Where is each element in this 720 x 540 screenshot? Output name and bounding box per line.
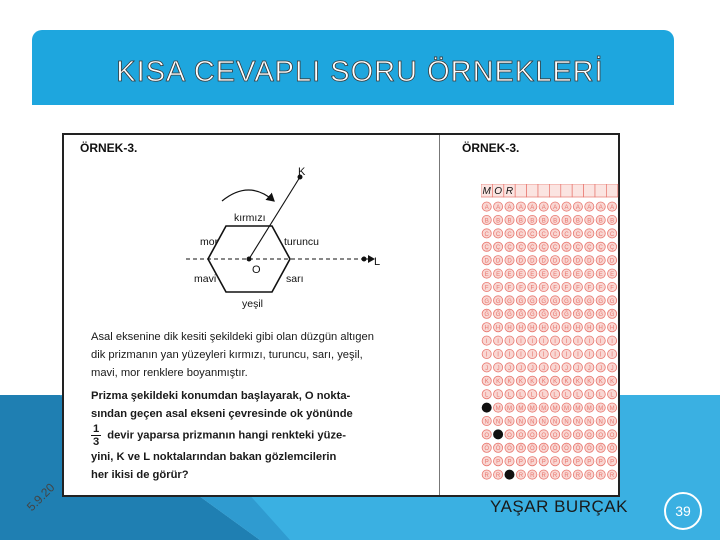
answer-bubble-letter: N: [587, 419, 592, 426]
answer-bubble-letter: B: [598, 218, 603, 225]
answer-bubble-letter: P: [541, 459, 546, 466]
answer-bubble-letter: N: [564, 419, 569, 426]
answer-bubble-letter: E: [496, 272, 501, 278]
answer-bubble-letter: İ: [531, 352, 534, 359]
answer-bubble-letter: F: [507, 285, 512, 292]
fraction: $\frac{1}{3}$: [93, 423, 100, 449]
answer-bubble-filled: [482, 403, 491, 412]
answer-bubble-letter: F: [598, 285, 603, 292]
answer-bubble-letter: D: [564, 258, 569, 265]
answer-bubble-letter: L: [496, 392, 500, 399]
question-line-3: $\frac{1}{3}$ devir yaparsa prizmanın hangi renkteki yüze-: [93, 423, 346, 449]
content-panel: [62, 133, 620, 497]
answer-bubble-letter: M: [586, 406, 592, 412]
answer-bubble-letter: N: [518, 419, 524, 426]
answer-bubble-letter: D: [518, 258, 524, 265]
answer-header-cell: [584, 184, 595, 197]
answer-bubble-letter: J: [553, 365, 557, 372]
answer-bubble-letter: C: [518, 231, 524, 238]
answer-bubble-letter: H: [598, 325, 603, 332]
answer-bubble-letter: D: [609, 258, 615, 265]
answer-bubble-letter: C: [598, 231, 603, 238]
answer-bubble-letter: B: [564, 218, 569, 225]
answer-bubble-letter: G: [518, 298, 524, 305]
answer-bubble-letter: P: [507, 459, 512, 466]
answer-header-letter: R: [505, 186, 514, 197]
answer-bubble-letter: Ö: [541, 446, 547, 453]
answer-bubble-letter: O: [529, 432, 535, 439]
answer-sheet-grid: [481, 184, 621, 490]
label-kirmizi: kırmızı: [234, 212, 266, 224]
answer-bubble-letter: R: [518, 473, 524, 479]
answer-bubble-letter: H: [575, 325, 581, 332]
page-number: 39: [664, 492, 702, 530]
answer-bubble-letter: Ö: [495, 446, 501, 453]
answer-bubble-letter: Ğ: [518, 312, 524, 319]
answer-bubble-letter: J: [508, 365, 511, 372]
answer-bubble-letter: G: [564, 298, 569, 305]
answer-bubble-letter: J: [496, 365, 500, 372]
answer-bubble-letter: O: [552, 432, 558, 439]
answer-bubble-letter: A: [564, 205, 569, 211]
answer-bubble-letter: İ: [497, 352, 499, 359]
answer-bubble-letter: H: [518, 325, 524, 332]
answer-bubble-letter: K: [518, 379, 523, 386]
answer-bubble-letter: M: [541, 406, 547, 412]
answer-bubble-letter: F: [610, 285, 614, 292]
answer-bubble-letter: R: [484, 473, 489, 479]
answer-bubble-letter: A: [598, 205, 603, 211]
question-paragraph-1: Asal eksenine dik kesiti şekildeki gibi olan düzgün altıgen dik prizmanın yan yüzeyleri kırmızı, turuncu, sarı, yeşil, mavi, mor renklere boyanmıştır.: [91, 331, 374, 380]
answer-bubble-letter: L: [599, 392, 603, 399]
question-line-4: yini, K ve L noktalarından bakan gözlemcilerin: [91, 451, 337, 464]
answer-bubble-letter: O: [518, 432, 524, 439]
answer-bubble-letter: M: [529, 406, 535, 412]
answer-bubble-letter: Ö: [598, 446, 604, 453]
answer-bubble-letter: Ğ: [507, 312, 512, 319]
answer-bubble-letter: L: [564, 392, 569, 399]
answer-bubble-letter: E: [610, 272, 615, 278]
answer-bubble-letter: İ: [542, 352, 545, 359]
answer-bubble-letter: D: [552, 258, 558, 265]
answer-bubble-letter: H: [552, 325, 558, 332]
answer-bubble-letter: E: [553, 272, 558, 278]
answer-header-cell: [527, 184, 538, 197]
answer-bubble-letter: D: [598, 258, 603, 265]
answer-bubble-letter: Ö: [484, 446, 490, 453]
answer-bubble-letter: Ç: [541, 245, 546, 252]
answer-bubble-letter: E: [518, 272, 523, 278]
answer-bubble-letter: R: [575, 473, 581, 479]
answer-bubble-letter: K: [541, 379, 546, 386]
answer-bubble-letter: D: [507, 258, 512, 265]
label-turuncu: turuncu: [284, 236, 320, 248]
label-o: O: [252, 264, 261, 276]
point-o: [247, 257, 252, 262]
answer-bubble-filled: [505, 470, 514, 479]
answer-bubble-letter: G: [495, 298, 501, 305]
answer-bubble-letter: G: [586, 298, 592, 305]
answer-bubble-letter: E: [541, 272, 546, 278]
answer-bubble-letter: N: [507, 419, 512, 426]
answer-bubble-letter: I: [611, 339, 613, 345]
answer-bubble-letter: J: [542, 365, 546, 372]
answer-bubble-letter: Ğ: [541, 312, 547, 319]
answer-bubble-letter: N: [484, 419, 489, 426]
answer-bubble-letter: Ö: [575, 446, 581, 453]
answer-bubble-letter: K: [484, 379, 489, 386]
answer-bubble-letter: Ç: [564, 245, 569, 252]
answer-bubble-letter: B: [496, 218, 501, 225]
answer-bubble-letter: C: [609, 231, 615, 238]
answer-header-cell: [606, 184, 617, 197]
answer-bubble-letter: Ç: [609, 245, 615, 252]
answer-bubble-letter: R: [587, 473, 592, 479]
answer-bubble-letter: K: [610, 379, 615, 386]
question-line-2: sından geçen asal ekseni çevresinde ok yönünde: [91, 407, 353, 420]
answer-bubble-letter: O: [575, 432, 581, 439]
answer-bubble-letter: Ğ: [529, 312, 535, 319]
answer-bubble-letter: G: [598, 298, 604, 305]
answer-bubble-letter: J: [610, 365, 614, 372]
answer-bubble-letter: C: [541, 231, 546, 238]
answer-bubble-letter: Ğ: [552, 312, 558, 319]
answer-bubble-letter: M: [575, 406, 581, 412]
answer-bubble-letter: M: [564, 406, 569, 412]
answer-bubble-letter: F: [553, 285, 557, 292]
answer-bubble-letter: E: [575, 272, 580, 278]
answer-bubble-letter: Ğ: [598, 312, 604, 319]
answer-bubble-letter: F: [576, 285, 580, 292]
answer-bubble-letter: E: [587, 272, 592, 278]
answer-bubble-letter: M: [495, 406, 501, 412]
answer-bubble-letter: Ç: [575, 245, 581, 252]
answer-bubble-letter: H: [484, 325, 489, 332]
answer-bubble-letter: K: [575, 379, 580, 386]
answer-bubble-letter: J: [565, 365, 568, 372]
answer-bubble-letter: B: [530, 218, 535, 225]
answer-bubble-letter: G: [484, 298, 490, 305]
answer-bubble-letter: Ç: [598, 245, 603, 252]
answer-bubble-letter: R: [564, 473, 569, 479]
answer-bubble-letter: M: [507, 406, 512, 412]
answer-bubble-letter: G: [575, 298, 581, 305]
label-sari: sarı: [286, 273, 304, 285]
answer-header-letter: O: [494, 186, 502, 197]
answer-bubble-letter: O: [484, 432, 490, 439]
answer-bubble-letter: I: [588, 339, 591, 345]
answer-bubble-letter: K: [496, 379, 501, 386]
answer-header-cell: [561, 184, 572, 197]
answer-bubble-letter: O: [507, 432, 512, 439]
answer-bubble-letter: Ç: [484, 245, 489, 252]
answer-bubble-letter: N: [530, 419, 535, 426]
answer-bubble-letter: O: [609, 432, 615, 439]
answer-bubble-letter: K: [598, 379, 603, 386]
answer-header-cell: [515, 184, 526, 197]
answer-bubble-letter: L: [542, 392, 546, 399]
answer-bubble-letter: A: [496, 205, 501, 211]
left-example-heading: ÖRNEK-3.: [80, 141, 138, 155]
answer-bubble-letter: R: [552, 473, 558, 479]
answer-bubble-letter: Ç: [552, 245, 558, 252]
answer-bubble-letter: B: [587, 218, 592, 225]
hexagon-figure: [124, 165, 394, 320]
answer-bubble-letter: C: [552, 231, 558, 238]
answer-bubble-letter: P: [553, 459, 558, 466]
answer-bubble-letter: C: [484, 231, 489, 238]
answer-bubble-letter: F: [484, 285, 489, 292]
answer-bubble-letter: I: [577, 339, 579, 345]
answer-bubble-letter: İ: [485, 352, 488, 359]
answer-bubble-letter: İ: [565, 352, 568, 359]
answer-bubble-letter: I: [497, 339, 499, 345]
answer-bubble-letter: D: [575, 258, 581, 265]
answer-bubble-letter: A: [575, 205, 580, 211]
answer-bubble-letter: Ö: [586, 446, 592, 453]
answer-bubble-letter: C: [495, 231, 501, 238]
answer-bubble-letter: Ö: [564, 446, 569, 453]
answer-bubble-letter: N: [598, 419, 603, 426]
answer-bubble-letter: İ: [588, 352, 591, 359]
answer-bubble-letter: G: [507, 298, 512, 305]
answer-bubble-letter: F: [530, 285, 535, 292]
answer-bubble-letter: İ: [520, 352, 522, 359]
answer-bubble-letter: I: [508, 339, 511, 345]
question-line-5: her ikisi de görür?: [91, 469, 189, 482]
answer-bubble-letter: P: [530, 459, 535, 466]
answer-bubble-letter: I: [485, 339, 488, 345]
label-mavi: mavi: [194, 273, 217, 285]
answer-bubble-letter: J: [530, 365, 534, 372]
slide-date: 5.9.20: [24, 480, 58, 514]
answer-bubble-letter: L: [576, 392, 580, 399]
answer-bubble-letter: H: [495, 325, 501, 332]
answer-bubble-letter: A: [541, 205, 546, 211]
answer-bubble-letter: F: [519, 285, 523, 292]
answer-bubble-letter: P: [598, 459, 603, 466]
answer-bubble-letter: K: [530, 379, 535, 386]
answer-bubble-letter: K: [507, 379, 512, 386]
answer-bubble-letter: I: [599, 339, 602, 345]
answer-bubble-letter: N: [495, 419, 501, 426]
answer-bubble-letter: H: [530, 325, 535, 332]
answer-bubble-letter: L: [507, 392, 512, 399]
answer-bubble-letter: L: [530, 392, 534, 399]
answer-bubble-letter: J: [485, 365, 489, 372]
answer-bubble-letter: B: [553, 218, 558, 225]
answer-bubble-letter: Ç: [587, 245, 592, 252]
answer-bubble-letter: R: [609, 473, 615, 479]
answer-bubble-letter: K: [564, 379, 569, 386]
answer-bubble-letter: Ğ: [575, 312, 581, 319]
answer-header-cell: [538, 184, 549, 197]
answer-bubble-letter: P: [564, 459, 569, 466]
answer-bubble-letter: İ: [554, 352, 556, 359]
answer-bubble-letter: D: [530, 258, 535, 265]
answer-bubble-letter: D: [484, 258, 489, 265]
answer-header-letter: M: [482, 186, 491, 197]
answer-bubble-letter: I: [520, 339, 522, 345]
answer-bubble-letter: L: [553, 392, 557, 399]
answer-bubble-letter: Ö: [529, 446, 535, 453]
answer-bubble-letter: R: [598, 473, 603, 479]
answer-bubble-letter: C: [530, 231, 535, 238]
answer-bubble-letter: Ğ: [564, 312, 569, 319]
answer-bubble-letter: R: [495, 473, 501, 479]
answer-bubble-letter: Ğ: [609, 312, 615, 319]
answer-bubble-letter: Ö: [518, 446, 524, 453]
answer-bubble-letter: N: [552, 419, 558, 426]
answer-bubble-letter: B: [507, 218, 512, 225]
answer-header-cell: [572, 184, 583, 197]
answer-bubble-letter: D: [495, 258, 501, 265]
answer-bubble-letter: P: [496, 459, 501, 466]
answer-bubble-letter: H: [564, 325, 569, 332]
answer-bubble-letter: İ: [508, 352, 511, 359]
answer-bubble-letter: C: [564, 231, 569, 238]
answer-bubble-letter: R: [541, 473, 546, 479]
answer-bubble-letter: F: [541, 285, 546, 292]
answer-header-cell: [549, 184, 560, 197]
answer-bubble-letter: C: [587, 231, 592, 238]
answer-bubble-letter: Ç: [530, 245, 535, 252]
answer-bubble-letter: F: [587, 285, 592, 292]
answer-bubble-letter: M: [598, 406, 604, 412]
answer-bubble-letter: F: [564, 285, 569, 292]
answer-bubble-letter: D: [587, 258, 592, 265]
label-mor: mor: [200, 236, 219, 248]
answer-bubble-letter: E: [507, 272, 512, 278]
answer-bubble-letter: H: [541, 325, 546, 332]
answer-bubble-filled: [494, 430, 503, 439]
answer-bubble-letter: P: [484, 459, 489, 466]
answer-bubble-letter: Ğ: [495, 312, 501, 319]
answer-bubble-letter: K: [587, 379, 592, 386]
answer-bubble-letter: L: [587, 392, 591, 399]
answer-bubble-letter: A: [507, 205, 512, 211]
answer-bubble-letter: A: [484, 205, 489, 211]
answer-bubble-letter: A: [587, 205, 592, 211]
author-name: YAŞAR BURÇAK: [490, 497, 628, 516]
answer-bubble-letter: G: [529, 298, 535, 305]
answer-header-cell: [595, 184, 606, 197]
answer-bubble-letter: I: [554, 339, 556, 345]
answer-bubble-letter: I: [565, 339, 568, 345]
label-yesil: yeşil: [242, 298, 264, 310]
answer-bubble-letter: G: [541, 298, 547, 305]
answer-bubble-letter: C: [507, 231, 512, 238]
answer-bubble-letter: A: [553, 205, 558, 211]
answer-bubble-letter: D: [541, 258, 546, 265]
answer-bubble-letter: J: [576, 365, 580, 372]
answer-bubble-letter: H: [609, 325, 615, 332]
answer-bubble-letter: B: [484, 218, 489, 225]
answer-bubble-letter: L: [610, 392, 614, 399]
answer-bubble-letter: Ç: [507, 245, 512, 252]
panel-divider: [439, 135, 440, 495]
answer-bubble-letter: M: [518, 406, 524, 412]
answer-bubble-letter: R: [530, 473, 535, 479]
answer-bubble-letter: Ç: [518, 245, 524, 252]
answer-bubble-letter: E: [598, 272, 603, 278]
answer-bubble-letter: Ö: [552, 446, 558, 453]
question-line-1: Prizma şekildeki konumdan başlayarak, O nokta-: [91, 389, 351, 402]
answer-bubble-letter: O: [541, 432, 547, 439]
answer-bubble-letter: I: [542, 339, 545, 345]
answer-bubble-letter: G: [609, 298, 615, 305]
label-l: L: [374, 256, 381, 268]
slide-title: KISA CEVAPLI SORU ÖRNEKLERİ: [116, 56, 604, 88]
answer-bubble-letter: P: [518, 459, 523, 466]
answer-bubble-letter: I: [531, 339, 534, 345]
answer-bubble-letter: K: [553, 379, 558, 386]
answer-bubble-letter: Ğ: [484, 312, 490, 319]
answer-bubble-letter: M: [552, 406, 558, 412]
answer-bubble-letter: H: [507, 325, 512, 332]
answer-bubble-letter: N: [609, 419, 615, 426]
right-example-heading: ÖRNEK-3.: [462, 141, 520, 155]
answer-bubble-letter: O: [564, 432, 569, 439]
answer-bubble-letter: B: [518, 218, 523, 225]
answer-bubble-letter: J: [519, 365, 523, 372]
answer-bubble-letter: Ç: [495, 245, 501, 252]
answer-bubble-letter: P: [575, 459, 580, 466]
answer-bubble-letter: P: [587, 459, 592, 466]
answer-bubble-letter: J: [599, 365, 603, 372]
answer-bubble-letter: İ: [599, 352, 602, 359]
answer-bubble-letter: L: [485, 392, 489, 399]
answer-bubble-letter: A: [530, 205, 535, 211]
point-l: [362, 257, 367, 262]
answer-bubble-letter: A: [610, 205, 615, 211]
answer-bubble-letter: F: [496, 285, 500, 292]
answer-bubble-letter: P: [610, 459, 615, 466]
answer-bubble-letter: A: [518, 205, 523, 211]
answer-bubble-letter: N: [541, 419, 546, 426]
answer-bubble-letter: M: [609, 406, 615, 412]
label-k: K: [298, 166, 306, 178]
answer-bubble-letter: B: [541, 218, 546, 225]
answer-bubble-letter: İ: [577, 352, 579, 359]
answer-bubble-letter: C: [575, 231, 581, 238]
answer-bubble-letter: O: [598, 432, 604, 439]
answer-bubble-letter: E: [530, 272, 535, 278]
answer-bubble-letter: H: [587, 325, 592, 332]
answer-bubble-letter: E: [564, 272, 569, 278]
answer-bubble-letter: Ö: [507, 446, 512, 453]
answer-bubble-letter: Ö: [609, 446, 615, 453]
answer-bubble-letter: N: [575, 419, 581, 426]
answer-bubble-letter: J: [587, 365, 591, 372]
answer-bubble-letter: O: [586, 432, 592, 439]
answer-bubble-letter: İ: [611, 352, 613, 359]
answer-bubble-letter: B: [610, 218, 615, 225]
answer-bubble-letter: G: [552, 298, 558, 305]
answer-bubble-letter: B: [575, 218, 580, 225]
answer-bubble-letter: L: [519, 392, 523, 399]
answer-bubble-letter: Ğ: [586, 312, 592, 319]
answer-bubble-letter: E: [484, 272, 489, 278]
question-text: [91, 328, 391, 484]
